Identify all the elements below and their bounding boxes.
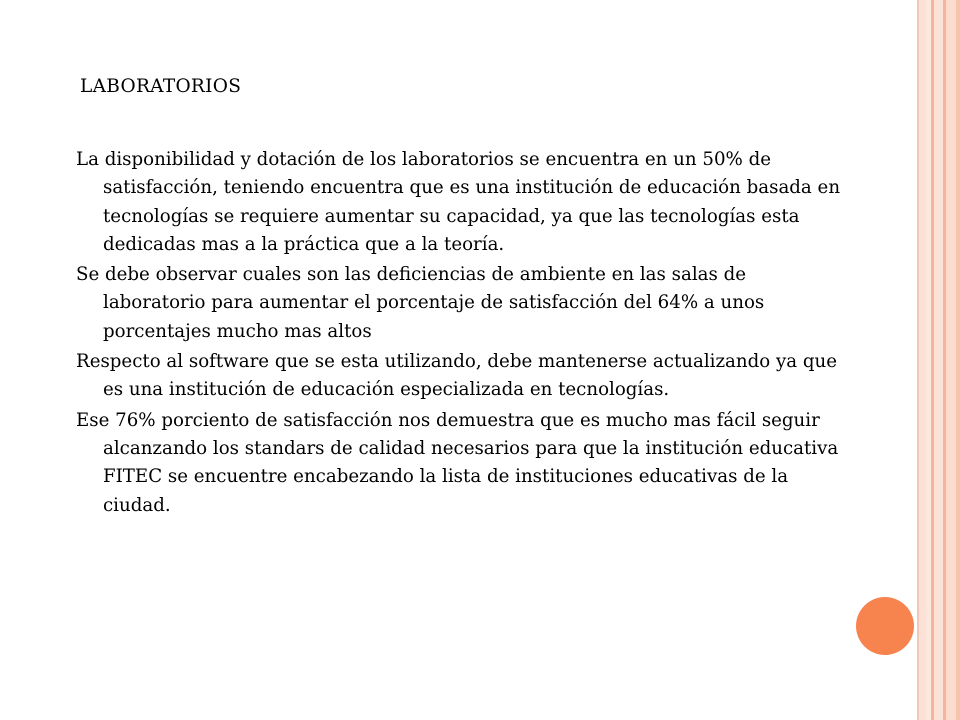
decorative-stripe — [946, 0, 956, 720]
body-paragraph-1: La disponibilidad y dotación de los laboratorios se encuentra en un 50% de satisfacción, teniendo encuentra que es una institución de educación basada en tecnologías se requiere aumentar su capacidad, ya que las tecnologías esta dedicadas mas a la práctica que a la teoría. — [76, 149, 841, 255]
decorative-stripe — [919, 0, 926, 720]
decorative-stripe — [934, 0, 943, 720]
body-paragraph-4: Ese 76% porciento de satisfacción nos demuestra que es mucho mas fácil seguir alcanzando los standars de calidad necesarios para que la institución educativa FITEC se encuentre encabezando la lista de instituciones educativas de la ciudad. — [76, 409, 839, 516]
slide-body — [76, 146, 842, 522]
decorative-stripe — [956, 0, 960, 720]
body-paragraph-2: Se debe observar cuales son las deficiencias de ambiente en las salas de laboratorio para aumentar el porcentaje de satisfacción del 64% a unos porcentajes mucho mas altos — [76, 264, 765, 342]
decorative-circle — [856, 597, 914, 655]
slide-title: LABORATORIOS — [80, 76, 242, 97]
body-paragraph-3: Respecto al software que se esta utilizando, debe mantenerse actualizando ya que es una institución de educación especializada en tecnologías. — [76, 351, 837, 401]
